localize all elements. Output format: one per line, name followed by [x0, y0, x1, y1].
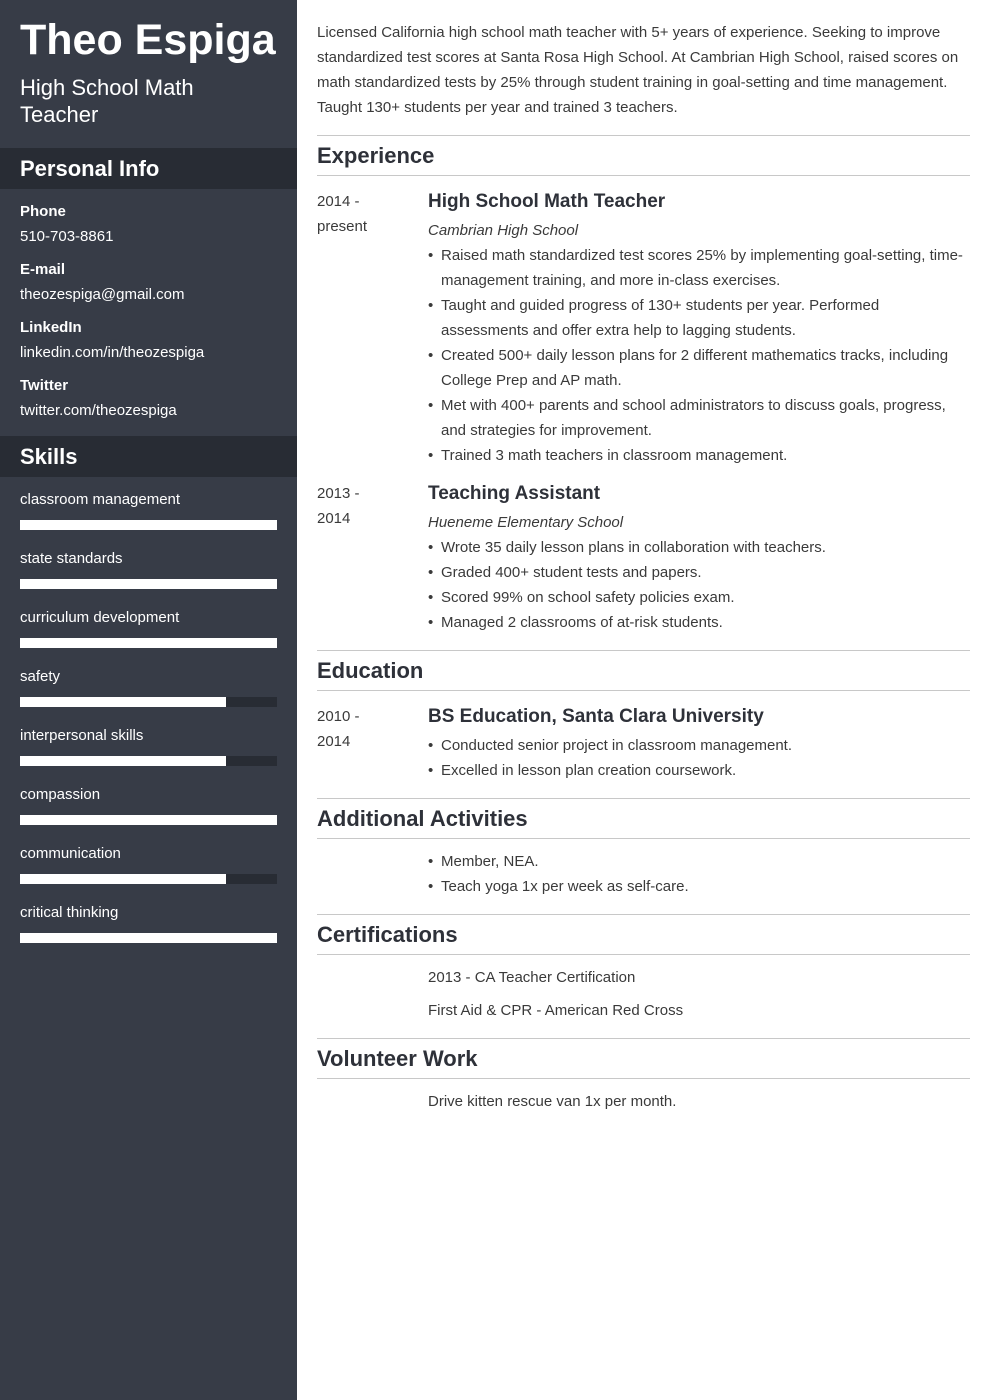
certification-item: First Aid & CPR - American Red Cross: [428, 1002, 684, 1019]
entry-body: [428, 189, 970, 468]
skill-name: interpersonal skills: [20, 727, 144, 744]
skill-name: state standards: [20, 550, 123, 567]
entry-title: High School Math Teacher: [428, 191, 666, 212]
experience-heading: Experience: [317, 136, 970, 176]
activities-bullets: [428, 849, 970, 899]
certifications-heading: Certifications: [317, 915, 970, 955]
bullet-item: • Member, NEA.: [428, 849, 970, 874]
bullet-item: • Met with 400+ parents and school administrators to discuss goals, progress, and strategies for improvement.: [428, 393, 970, 443]
skill-level-fill: [20, 579, 277, 589]
skills-list: [0, 477, 297, 949]
skill-item: [20, 536, 277, 595]
bullet-item: • Trained 3 math teachers in classroom management.: [428, 443, 970, 468]
skill-level-bar: [20, 933, 277, 943]
education-entry: [317, 704, 970, 783]
email-label: E-mail: [20, 261, 66, 278]
candidate-name: Theo Espiga: [20, 16, 276, 64]
education-section: [317, 650, 970, 783]
candidate-role: High School Math Teacher: [20, 75, 194, 127]
entry-date-start: 2010 -: [317, 708, 360, 725]
skill-item: [20, 477, 277, 536]
skill-item: [20, 654, 277, 713]
entry-title: BS Education, Santa Clara University: [428, 706, 764, 727]
experience-entry: [317, 481, 970, 635]
personal-info-heading: Personal Info: [0, 148, 297, 189]
skill-level-fill: [20, 756, 226, 766]
entry-organization: Cambrian High School: [428, 222, 579, 239]
activities-section: [317, 798, 970, 899]
entry-bullets: [428, 535, 970, 635]
entry-date-end: present: [317, 218, 368, 235]
skill-name: critical thinking: [20, 904, 119, 921]
skill-name: curriculum development: [20, 609, 180, 626]
skill-name: safety: [20, 668, 61, 685]
bullet-item: • Graded 400+ student tests and papers.: [428, 560, 970, 585]
bullet-item: • Scored 99% on school safety policies exam.: [428, 585, 970, 610]
entry-organization: Hueneme Elementary School: [428, 514, 624, 531]
education-heading: Education: [317, 651, 970, 691]
skill-level-fill: [20, 933, 277, 943]
volunteer-section: [317, 1038, 970, 1114]
certifications-list: [428, 965, 970, 1023]
entry-bullets: [428, 243, 970, 468]
entry-date-end: 2014: [317, 733, 351, 750]
entry-date-start: 2014 -: [317, 193, 360, 210]
twitter-value[interactable]: twitter.com/theozespiga: [20, 402, 177, 419]
bullet-item: • Excelled in lesson plan creation coursework.: [428, 758, 970, 783]
skill-level-bar: [20, 579, 277, 589]
summary: Licensed California high school math teacher with 5+ years of experience. Seeking to improve standardized test scores at Santa Rosa High School. At Cambrian High School, raised scores on math standardized tests by 25% through student training in goal-setting and time management. Taught 130+ students per year and trained 3 teachers.: [317, 24, 959, 116]
skill-level-bar: [20, 874, 277, 884]
linkedin-value[interactable]: linkedin.com/in/theozespiga: [20, 344, 205, 361]
sidebar: [0, 0, 297, 1400]
skill-item: [20, 772, 277, 831]
skill-name: classroom management: [20, 491, 181, 508]
skill-name: compassion: [20, 786, 101, 803]
linkedin-label: LinkedIn: [20, 319, 82, 336]
skills-heading: Skills: [0, 436, 297, 477]
skill-level-bar: [20, 756, 277, 766]
bullet-item: • Created 500+ daily lesson plans for 2 different mathematics tracks, including College Prep and AP math.: [428, 343, 970, 393]
entry-body: [428, 704, 970, 783]
certifications-section: [317, 914, 970, 1023]
experience-section: [317, 135, 970, 635]
bullet-item: • Managed 2 classrooms of at-risk students.: [428, 610, 970, 635]
entry-date-end: 2014: [317, 510, 351, 527]
skill-level-fill: [20, 874, 226, 884]
bullet-item: • Wrote 35 daily lesson plans in collaboration with teachers.: [428, 535, 970, 560]
main-content: [317, 0, 970, 1114]
experience-entry: [317, 189, 970, 468]
skill-level-fill: [20, 815, 277, 825]
personal-info: [0, 202, 297, 421]
skill-item: [20, 831, 277, 890]
entry-date: [317, 189, 428, 468]
entry-date: [317, 481, 428, 635]
bullet-item: • Taught and guided progress of 130+ students per year. Performed assessments and offer extra help to lagging students.: [428, 293, 970, 343]
entry-title: Teaching Assistant: [428, 483, 601, 504]
phone-value: 510-703-8861: [20, 228, 114, 245]
skill-level-fill: [20, 638, 277, 648]
skill-level-fill: [20, 697, 226, 707]
email-value[interactable]: theozespiga@gmail.com: [20, 286, 185, 303]
skill-name: communication: [20, 845, 121, 862]
certification-item: 2013 - CA Teacher Certification: [428, 969, 636, 986]
skill-level-bar: [20, 520, 277, 530]
entry-date: [317, 704, 428, 783]
skill-item: [20, 595, 277, 654]
bullet-item: • Teach yoga 1x per week as self-care.: [428, 874, 970, 899]
volunteer-item: Drive kitten rescue van 1x per month.: [428, 1093, 677, 1110]
skill-level-bar: [20, 815, 277, 825]
volunteer-heading: Volunteer Work: [317, 1039, 970, 1079]
entry-body: [428, 481, 970, 635]
skill-level-fill: [20, 520, 277, 530]
entry-date-start: 2013 -: [317, 485, 360, 502]
phone-label: Phone: [20, 203, 66, 220]
entry-bullets: [428, 733, 970, 783]
bullet-item: • Conducted senior project in classroom management.: [428, 733, 970, 758]
bullet-item: • Raised math standardized test scores 25% by implementing goal-setting, time-management training, and more in-class exercises.: [428, 243, 970, 293]
activities-heading: Additional Activities: [317, 799, 970, 839]
twitter-label: Twitter: [20, 377, 69, 394]
volunteer-list: [428, 1089, 970, 1114]
skill-level-bar: [20, 638, 277, 648]
skill-level-bar: [20, 697, 277, 707]
skill-item: [20, 713, 277, 772]
skill-item: [20, 890, 277, 949]
